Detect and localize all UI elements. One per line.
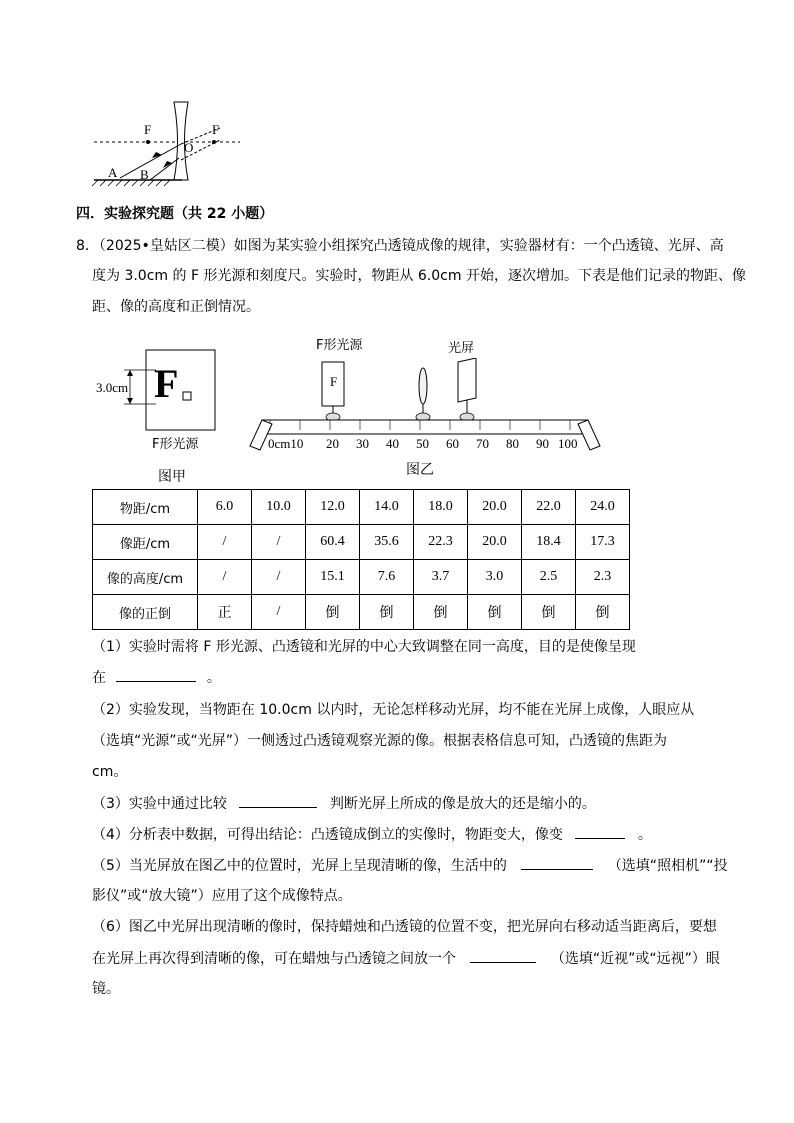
- tick-label: 100: [558, 436, 578, 451]
- focus-label-left: F: [144, 122, 152, 137]
- part-6-pre: 在光屏上再次得到清晰的像，可在蜡烛与凸透镜之间放一个: [92, 951, 456, 967]
- ruler-scale: [268, 436, 598, 452]
- light-screen: [458, 358, 476, 402]
- table-cell: 20.0: [468, 525, 522, 560]
- part-4-pre: （4）分析表中数据，可得出结论：凸透镜成倒立的实像时，物距变大，像变: [92, 827, 563, 843]
- table-cell: 倒: [522, 595, 576, 630]
- row-label: 像的高度/cm: [93, 560, 198, 595]
- part-4-post: 。: [637, 827, 652, 843]
- caption-jia: 图甲: [158, 469, 186, 485]
- table-cell: 35.6: [360, 525, 414, 560]
- table-cell: 22.0: [522, 490, 576, 525]
- table-cell: 18.4: [522, 525, 576, 560]
- table-cell: 10.0: [252, 490, 306, 525]
- data-table: [92, 489, 630, 630]
- table-cell: /: [252, 595, 306, 630]
- part-2-line-3: cm。: [92, 764, 128, 780]
- tick-label: 90: [536, 436, 549, 451]
- table-cell: 12.0: [306, 490, 360, 525]
- focus-label-right: F: [212, 122, 220, 137]
- table-cell: 倒: [414, 595, 468, 630]
- part-1-line-1: （1）实验时需将 F 形光源、凸透镜和光屏的中心大致调整在同一高度，目的是使像呈现: [92, 639, 636, 655]
- answer-blank-4[interactable]: [575, 824, 625, 839]
- center-label-o: O: [184, 140, 194, 155]
- caption-yi: 图乙: [406, 462, 434, 478]
- f-source-label-yi: F形光源: [316, 338, 363, 353]
- table-cell: 倒: [306, 595, 360, 630]
- point-label-a: A: [108, 165, 118, 180]
- question-line-2: 度为 3.0cm 的 F 形光源和刻度尺。实验时，物距从 6.0cm 开始，逐次增加。下表是他们记录的物距、像: [92, 268, 746, 284]
- part-1-pre: 在: [92, 670, 106, 686]
- part-2-line-1: （2）实验发现，当物距在 10.0cm 以内时，无论怎样移动光屏，均不能在光屏上成像，人眼应从: [92, 702, 695, 718]
- question-line-1: 8．（2025•皇姑区二模）如图为某实验小组探究凸透镜成像的规律，实验器材有：一个凸透镜、光屏、高: [76, 238, 724, 254]
- tick-label: 20: [326, 436, 339, 451]
- height-label: 3.0cm: [96, 380, 129, 395]
- part-5-line-2: 影仪”或“放大镜”）应用了这个成像特点。: [92, 888, 352, 904]
- ray-a: [120, 144, 181, 178]
- table-row: [93, 490, 630, 525]
- ruler: [262, 420, 588, 434]
- answer-blank-6[interactable]: [470, 948, 536, 963]
- part-2-line-2: （选填“光源”或“光屏”）一侧透过凸透镜观察光源的像。根据表格信息可知，凸透镜的焦距为: [92, 733, 668, 749]
- part-3-pre: （3）实验中通过比较: [92, 796, 227, 812]
- question-line-3: 距、像的高度和正倒情况。: [92, 299, 260, 315]
- table-cell: 18.0: [414, 490, 468, 525]
- part-1-post: 。: [206, 670, 221, 686]
- table-row: [93, 595, 630, 630]
- tick-label: 30: [356, 436, 369, 451]
- part-5-line-1: [92, 855, 728, 876]
- tick-label: 40: [386, 436, 399, 451]
- table-cell: 正: [198, 595, 252, 630]
- table-cell: 倒: [576, 595, 630, 630]
- point-label-b: B: [140, 167, 149, 182]
- screen-label: 光屏: [448, 341, 475, 356]
- table-cell: /: [252, 560, 306, 595]
- table-cell: 3.7: [414, 560, 468, 595]
- table-cell: 60.4: [306, 525, 360, 560]
- table-cell: 15.1: [306, 560, 360, 595]
- table-cell: 14.0: [360, 490, 414, 525]
- row-label: 像距/cm: [93, 525, 198, 560]
- table-cell: 3.0: [468, 560, 522, 595]
- table-cell: 22.3: [414, 525, 468, 560]
- f-letter-large: F: [154, 361, 179, 406]
- f-source-label-jia: F形光源: [152, 437, 199, 452]
- answer-blank-3[interactable]: [239, 793, 317, 808]
- tick-label: 70: [476, 436, 489, 451]
- part-5-post: （选填“照相机”“投: [607, 858, 728, 874]
- tick-label: 60: [446, 436, 459, 451]
- plate-letter: F: [330, 374, 338, 389]
- part-6-post: （选填“近视”或“远视”）眼: [550, 951, 720, 967]
- part-3: [92, 793, 596, 814]
- table-row: [93, 560, 630, 595]
- part-1-line-2: [92, 667, 221, 688]
- part-4: [92, 824, 652, 845]
- answer-blank-5[interactable]: [521, 855, 593, 870]
- convex-lens: [419, 368, 427, 404]
- part-6-line-2: [92, 948, 720, 969]
- table-row: [93, 525, 630, 560]
- table-cell: 倒: [360, 595, 414, 630]
- table-cell: /: [252, 525, 306, 560]
- row-label: 像的正倒: [93, 595, 198, 630]
- tick-label: 80: [506, 436, 519, 451]
- part-3-post: 判断光屏上所成的像是放大的还是缩小的。: [329, 796, 596, 812]
- table-cell: 倒: [468, 595, 522, 630]
- table-cell: 20.0: [468, 490, 522, 525]
- table-cell: 2.3: [576, 560, 630, 595]
- part-5-pre: （5）当光屏放在图乙中的位置时，光屏上呈现清晰的像，生活中的: [92, 858, 507, 874]
- table-cell: /: [198, 525, 252, 560]
- part-6-line-3: 镜。: [92, 981, 120, 997]
- tick-label: 0cm10: [268, 436, 304, 451]
- table-cell: 6.0: [198, 490, 252, 525]
- section-heading: 四．实验探究题（共 22 小题）: [76, 206, 274, 222]
- row-label: 物距/cm: [93, 490, 198, 525]
- table-cell: /: [198, 560, 252, 595]
- table-cell: 2.5: [522, 560, 576, 595]
- answer-blank-1[interactable]: [116, 667, 196, 682]
- part-6-line-1: （6）图乙中光屏出现清晰的像时，保持蜡烛和凸透镜的位置不变，把光屏向右移动适当距离后，要想: [92, 919, 717, 935]
- table-cell: 24.0: [576, 490, 630, 525]
- tick-label: 50: [416, 436, 429, 451]
- table-cell: 17.3: [576, 525, 630, 560]
- table-cell: 7.6: [360, 560, 414, 595]
